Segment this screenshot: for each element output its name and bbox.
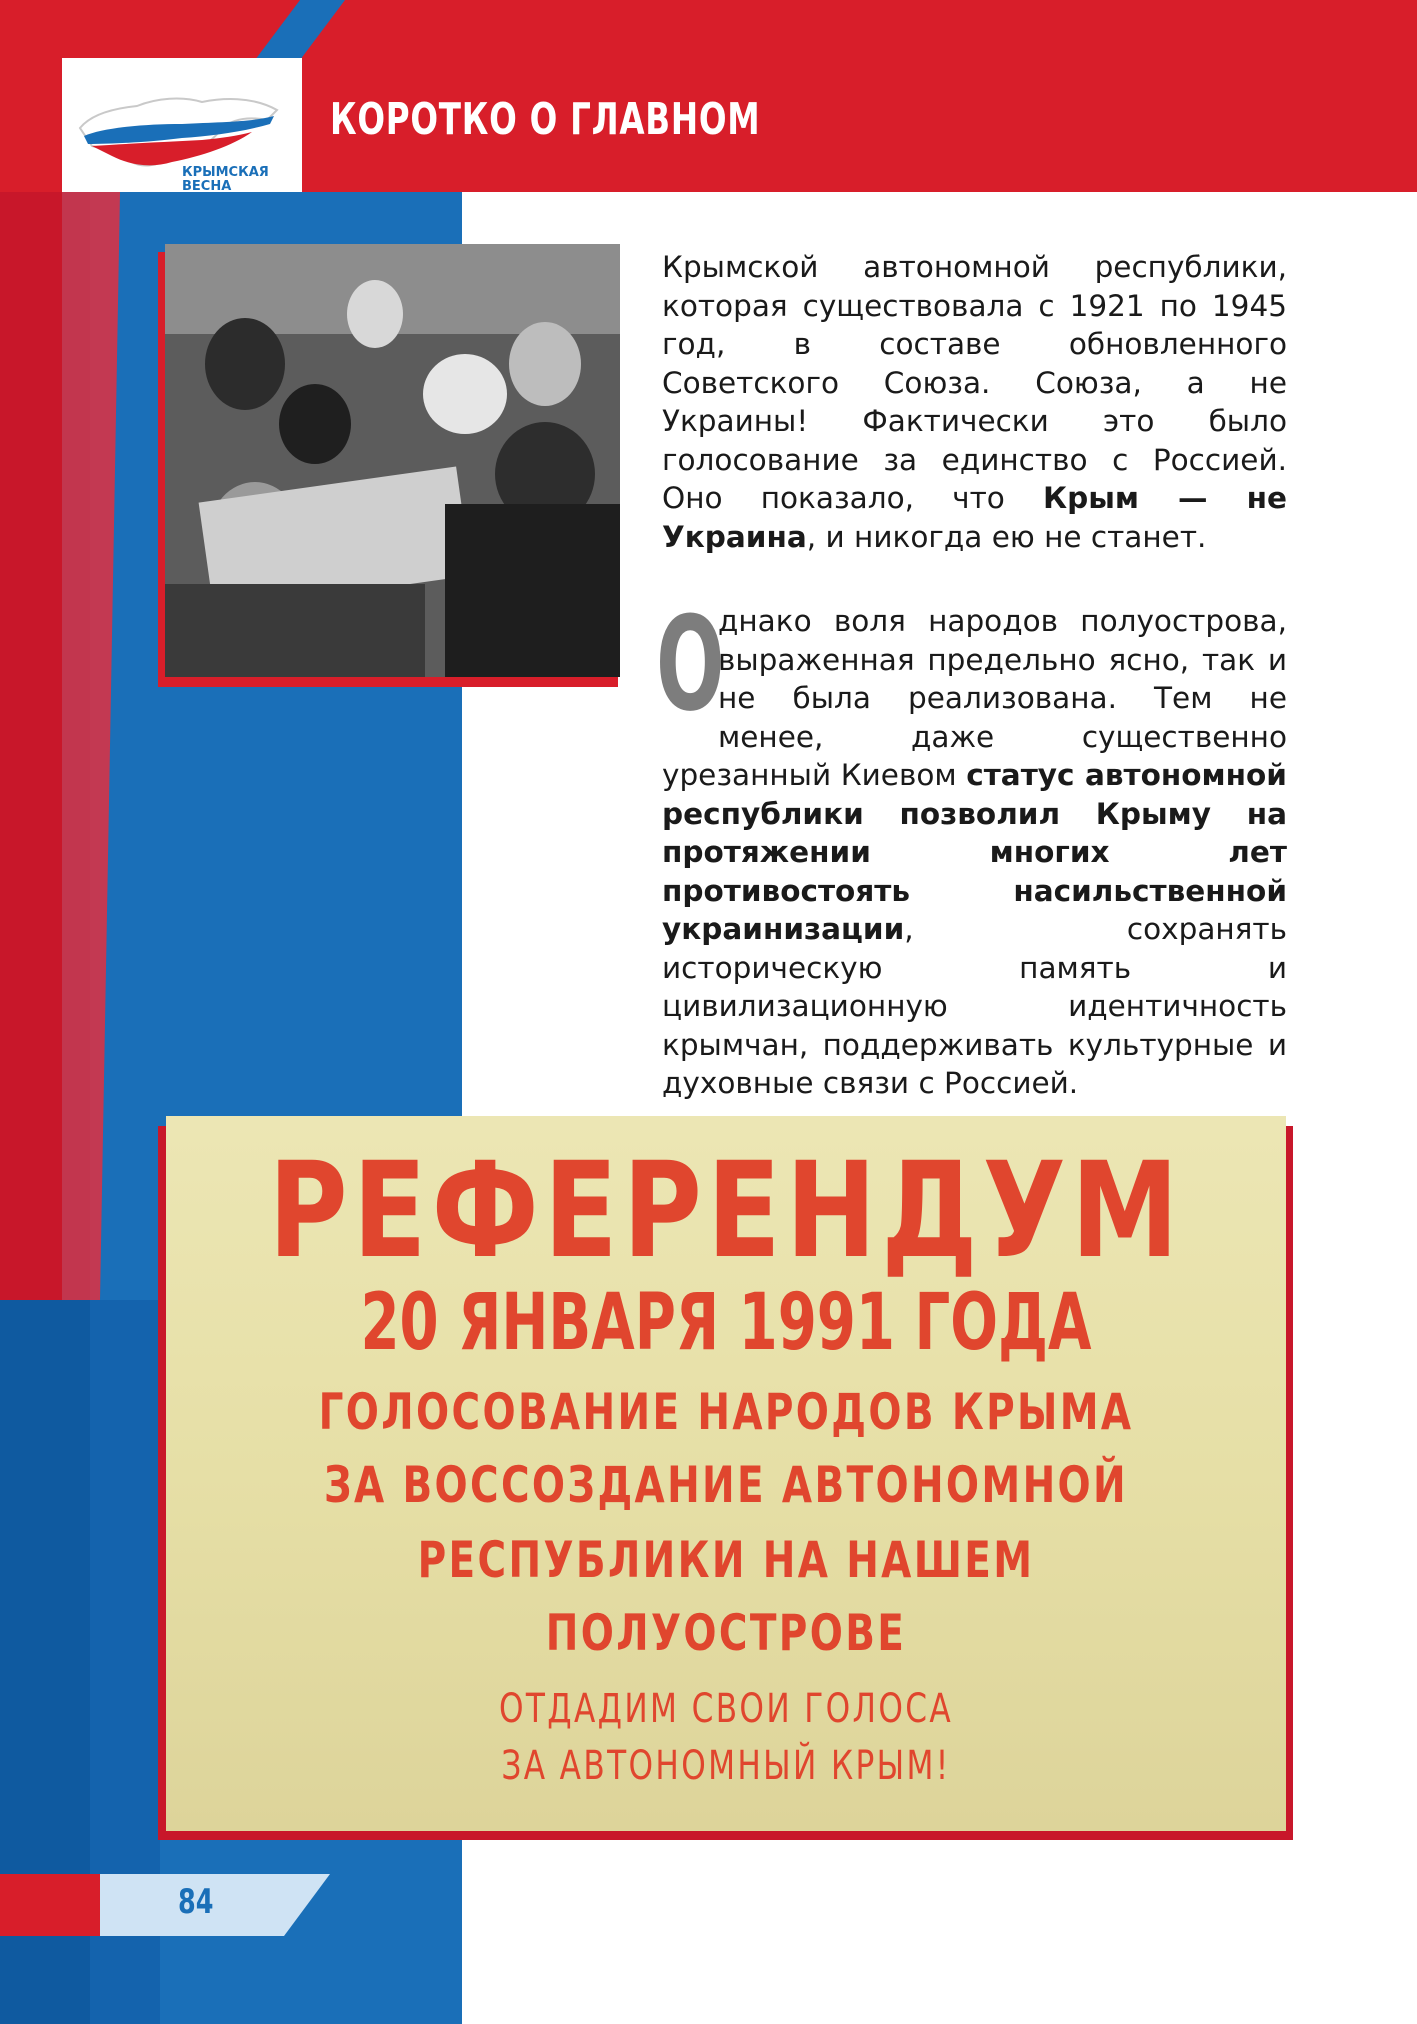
paragraph-1-text-a: Крымской автономной республики, которая существовала с 1921 по 1945 год, в составе обновленного Советского Союза. Союза, а не Украины! Фактически это было голосование за единство с Россией. Оно показало, что <box>662 250 1287 515</box>
page-title: КОРОТКО О ГЛАВНОМ <box>330 94 761 145</box>
paragraph-2-text-a: днако воля народов полуострова, выраженная предельно ясно, так и не была реализована. Тем не менее, даже существенно урезанный Киевом <box>662 604 1287 792</box>
crimea-map-icon <box>62 58 302 192</box>
red-curved-stripe <box>62 192 120 1300</box>
poster-date: 20 ЯНВАРЯ 1991 ГОДА <box>360 1278 1092 1368</box>
paragraph-2-bold: статус автономной республики позволил Крыму на протяжении многих лет противостоять насильственной украинизации <box>662 758 1287 946</box>
poster-headline: РЕФЕРЕНДУМ <box>268 1134 1184 1288</box>
svg-text:КРЫМСКАЯ: КРЫМСКАЯ <box>182 165 269 180</box>
svg-text:ВЕСНА: ВЕСНА <box>182 179 232 192</box>
drop-cap: О <box>656 588 725 740</box>
paragraph-1-text-b: , и никогда ею не станет. <box>806 519 1207 554</box>
krymskaya-vesna-logo <box>62 58 302 192</box>
voting-photo <box>165 244 620 677</box>
footer-red-block <box>0 1874 100 1936</box>
paragraph-1-bold: Крым — не Украина <box>662 481 1287 554</box>
referendum-poster <box>166 1116 1286 1831</box>
poster-line-8: ЗА АВТОНОМНЫЙ КРЫМ! <box>501 1743 951 1789</box>
voting-crowd-illustration <box>165 244 620 677</box>
poster-line-4: ЗА ВОССОЗДАНИЕ АВТОНОМНОЙ <box>323 1456 1129 1514</box>
blue-diagonal-stripe <box>255 0 345 60</box>
poster-line-5: РЕСПУБЛИКИ НА НАШЕМ <box>417 1531 1035 1589</box>
poster-line-3: ГОЛОСОВАНИЕ НАРОДОВ КРЫМА <box>318 1383 1134 1441</box>
paragraph-2-text-b: , сохранять историческую память и цивилизационную идентичность крымчан, поддерживать культурные и духовные связи с Россией. <box>662 912 1287 1100</box>
poster-line-7: ОТДАДИМ СВОИ ГОЛОСА <box>498 1686 954 1732</box>
paragraph-2 <box>656 588 1287 1103</box>
poster-line-6: ПОЛУОСТРОВЕ <box>545 1604 907 1662</box>
paragraph-1 <box>662 248 1287 556</box>
page-number: 84 <box>178 1882 214 1922</box>
